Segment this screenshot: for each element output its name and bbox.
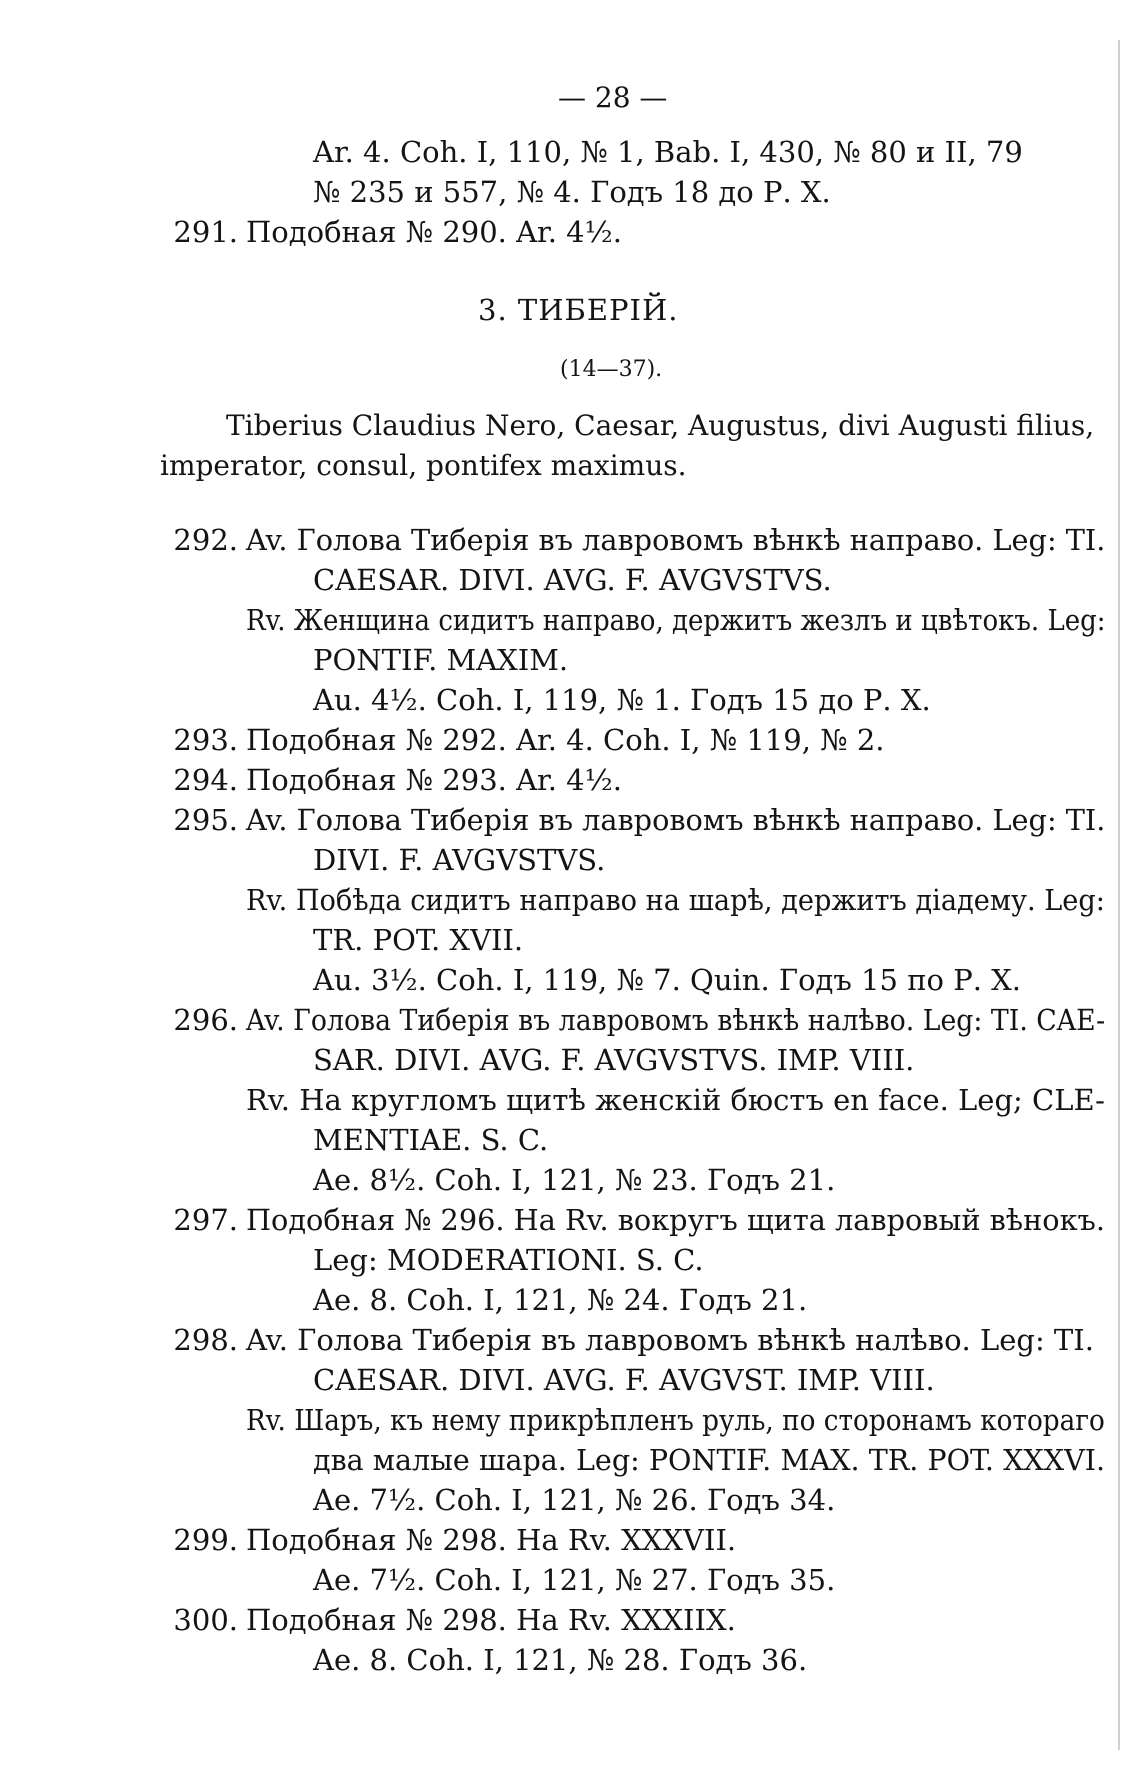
entry-line-1: Подобная № 296. На Rv. вокругъ щита лавровый вѣнокъ.	[246, 1203, 1105, 1237]
entry-meta: Ae. 8½. Coh. I, 121, № 23. Годъ 21.	[313, 1163, 836, 1197]
entry-text: Подобная № 292. Ar. 4. Coh. I, № 119, № 2.	[246, 723, 885, 757]
reverse-line-1: Rv. Побѣда сидитъ направо на шарѣ, держитъ діадему. Leg:	[246, 883, 1105, 917]
obverse-line-1: Av. Голова Тиберія въ лавровомъ вѣнкѣ направо. Leg: TI.	[246, 803, 1106, 837]
reverse-line-2: два малые шара. Leg: PONTIF. MAX. TR. POT. XXXVI.	[313, 1443, 1106, 1477]
continued-entry-line-1: Ar. 4. Coh. I, 110, № 1, Bab. I, 430, № 80 и II, 79	[313, 135, 1023, 169]
entry-text: Подобная № 293. Ar. 4½.	[246, 763, 622, 797]
entry-number: 298.	[173, 1323, 238, 1357]
reverse-line-2: PONTIF. MAXIM.	[313, 643, 569, 677]
entry-number: 299.	[173, 1523, 238, 1557]
entry-number: 294.	[173, 763, 238, 797]
reverse-line-2: MENTIAE. S. C.	[313, 1123, 549, 1157]
latin-titulature-line-2: imperator, consul, pontifex maximus.	[160, 449, 687, 482]
reverse-line-1: Rv. Женщина сидитъ направо, держитъ жезлъ и цвѣтокъ. Leg:	[246, 603, 1106, 637]
latin-titulature-line-1: Tiberius Claudius Nero, Caesar, Augustus, divi Augusti filius,	[226, 409, 1095, 442]
entry-meta: Au. 3½. Coh. I, 119, № 7. Quin. Годъ 15 по Р. X.	[313, 963, 1022, 997]
reverse-line-2: TR. POT. XVII.	[313, 923, 524, 957]
entry-line-2: Leg: MODERATIONI. S. C.	[313, 1243, 704, 1277]
obverse-line-2: CAESAR. DIVI. AVG. F. AVGVSTVS.	[313, 563, 832, 597]
entry-line-1: Подобная № 298. На Rv. XXXVII.	[246, 1523, 737, 1557]
obverse-line-2: DIVI. F. AVGVSTVS.	[313, 843, 606, 877]
entry-number: 296.	[173, 1003, 238, 1037]
obverse-line-1: Av. Голова Тиберія въ лавровомъ вѣнкѣ налѣво. Leg: TI.	[246, 1323, 1094, 1357]
section-dates: (14—37).	[560, 357, 663, 382]
obverse-line-1: Av. Голова Тиберія въ лавровомъ вѣнкѣ направо. Leg: TI.	[246, 523, 1106, 557]
obverse-line-2: CAESAR. DIVI. AVG. F. AVGVST. IMP. VIII.	[313, 1363, 935, 1397]
reverse-line-1: Rv. На кругломъ щитѣ женскій бюстъ en face. Leg; CLE-	[246, 1083, 1105, 1117]
entry-number: 295.	[173, 803, 238, 837]
obverse-line-2: SAR. DIVI. AVG. F. AVGVSTVS. IMP. VIII.	[313, 1043, 915, 1077]
entry-meta: Au. 4½. Coh. I, 119, № 1. Годъ 15 до Р. X.	[313, 683, 931, 717]
entry-number: 291.	[173, 215, 238, 249]
section-title: 3. ТИБЕРІЙ.	[478, 293, 679, 327]
entry-number: 300.	[173, 1603, 238, 1637]
continued-entry-line-2: № 235 и 557, № 4. Годъ 18 до Р. X.	[313, 175, 831, 209]
entry-text: Подобная № 290. Ar. 4½.	[246, 215, 622, 249]
reverse-line-1: Rv. Шаръ, къ нему прикрѣпленъ руль, по сторонамъ котораго	[246, 1403, 1105, 1437]
entry-number: 293.	[173, 723, 238, 757]
entry-meta: Ae. 8. Coh. I, 121, № 28. Годъ 36.	[313, 1643, 808, 1677]
entry-number: 292.	[173, 523, 238, 557]
entry-meta: Ae. 8. Coh. I, 121, № 24. Годъ 21.	[313, 1283, 808, 1317]
page-edge-rule	[1118, 40, 1120, 1750]
entry-line-1: Подобная № 298. На Rv. XXXIIX.	[246, 1603, 736, 1637]
obverse-line-1: Av. Голова Тиберія въ лавровомъ вѣнкѣ налѣво. Leg: TI. CAE-	[246, 1003, 1106, 1037]
entry-meta: Ae. 7½. Coh. I, 121, № 26. Годъ 34.	[313, 1483, 836, 1517]
page-number: — 28 —	[558, 81, 668, 114]
entry-meta: Ae. 7½. Coh. I, 121, № 27. Годъ 35.	[313, 1563, 836, 1597]
entry-number: 297.	[173, 1203, 238, 1237]
